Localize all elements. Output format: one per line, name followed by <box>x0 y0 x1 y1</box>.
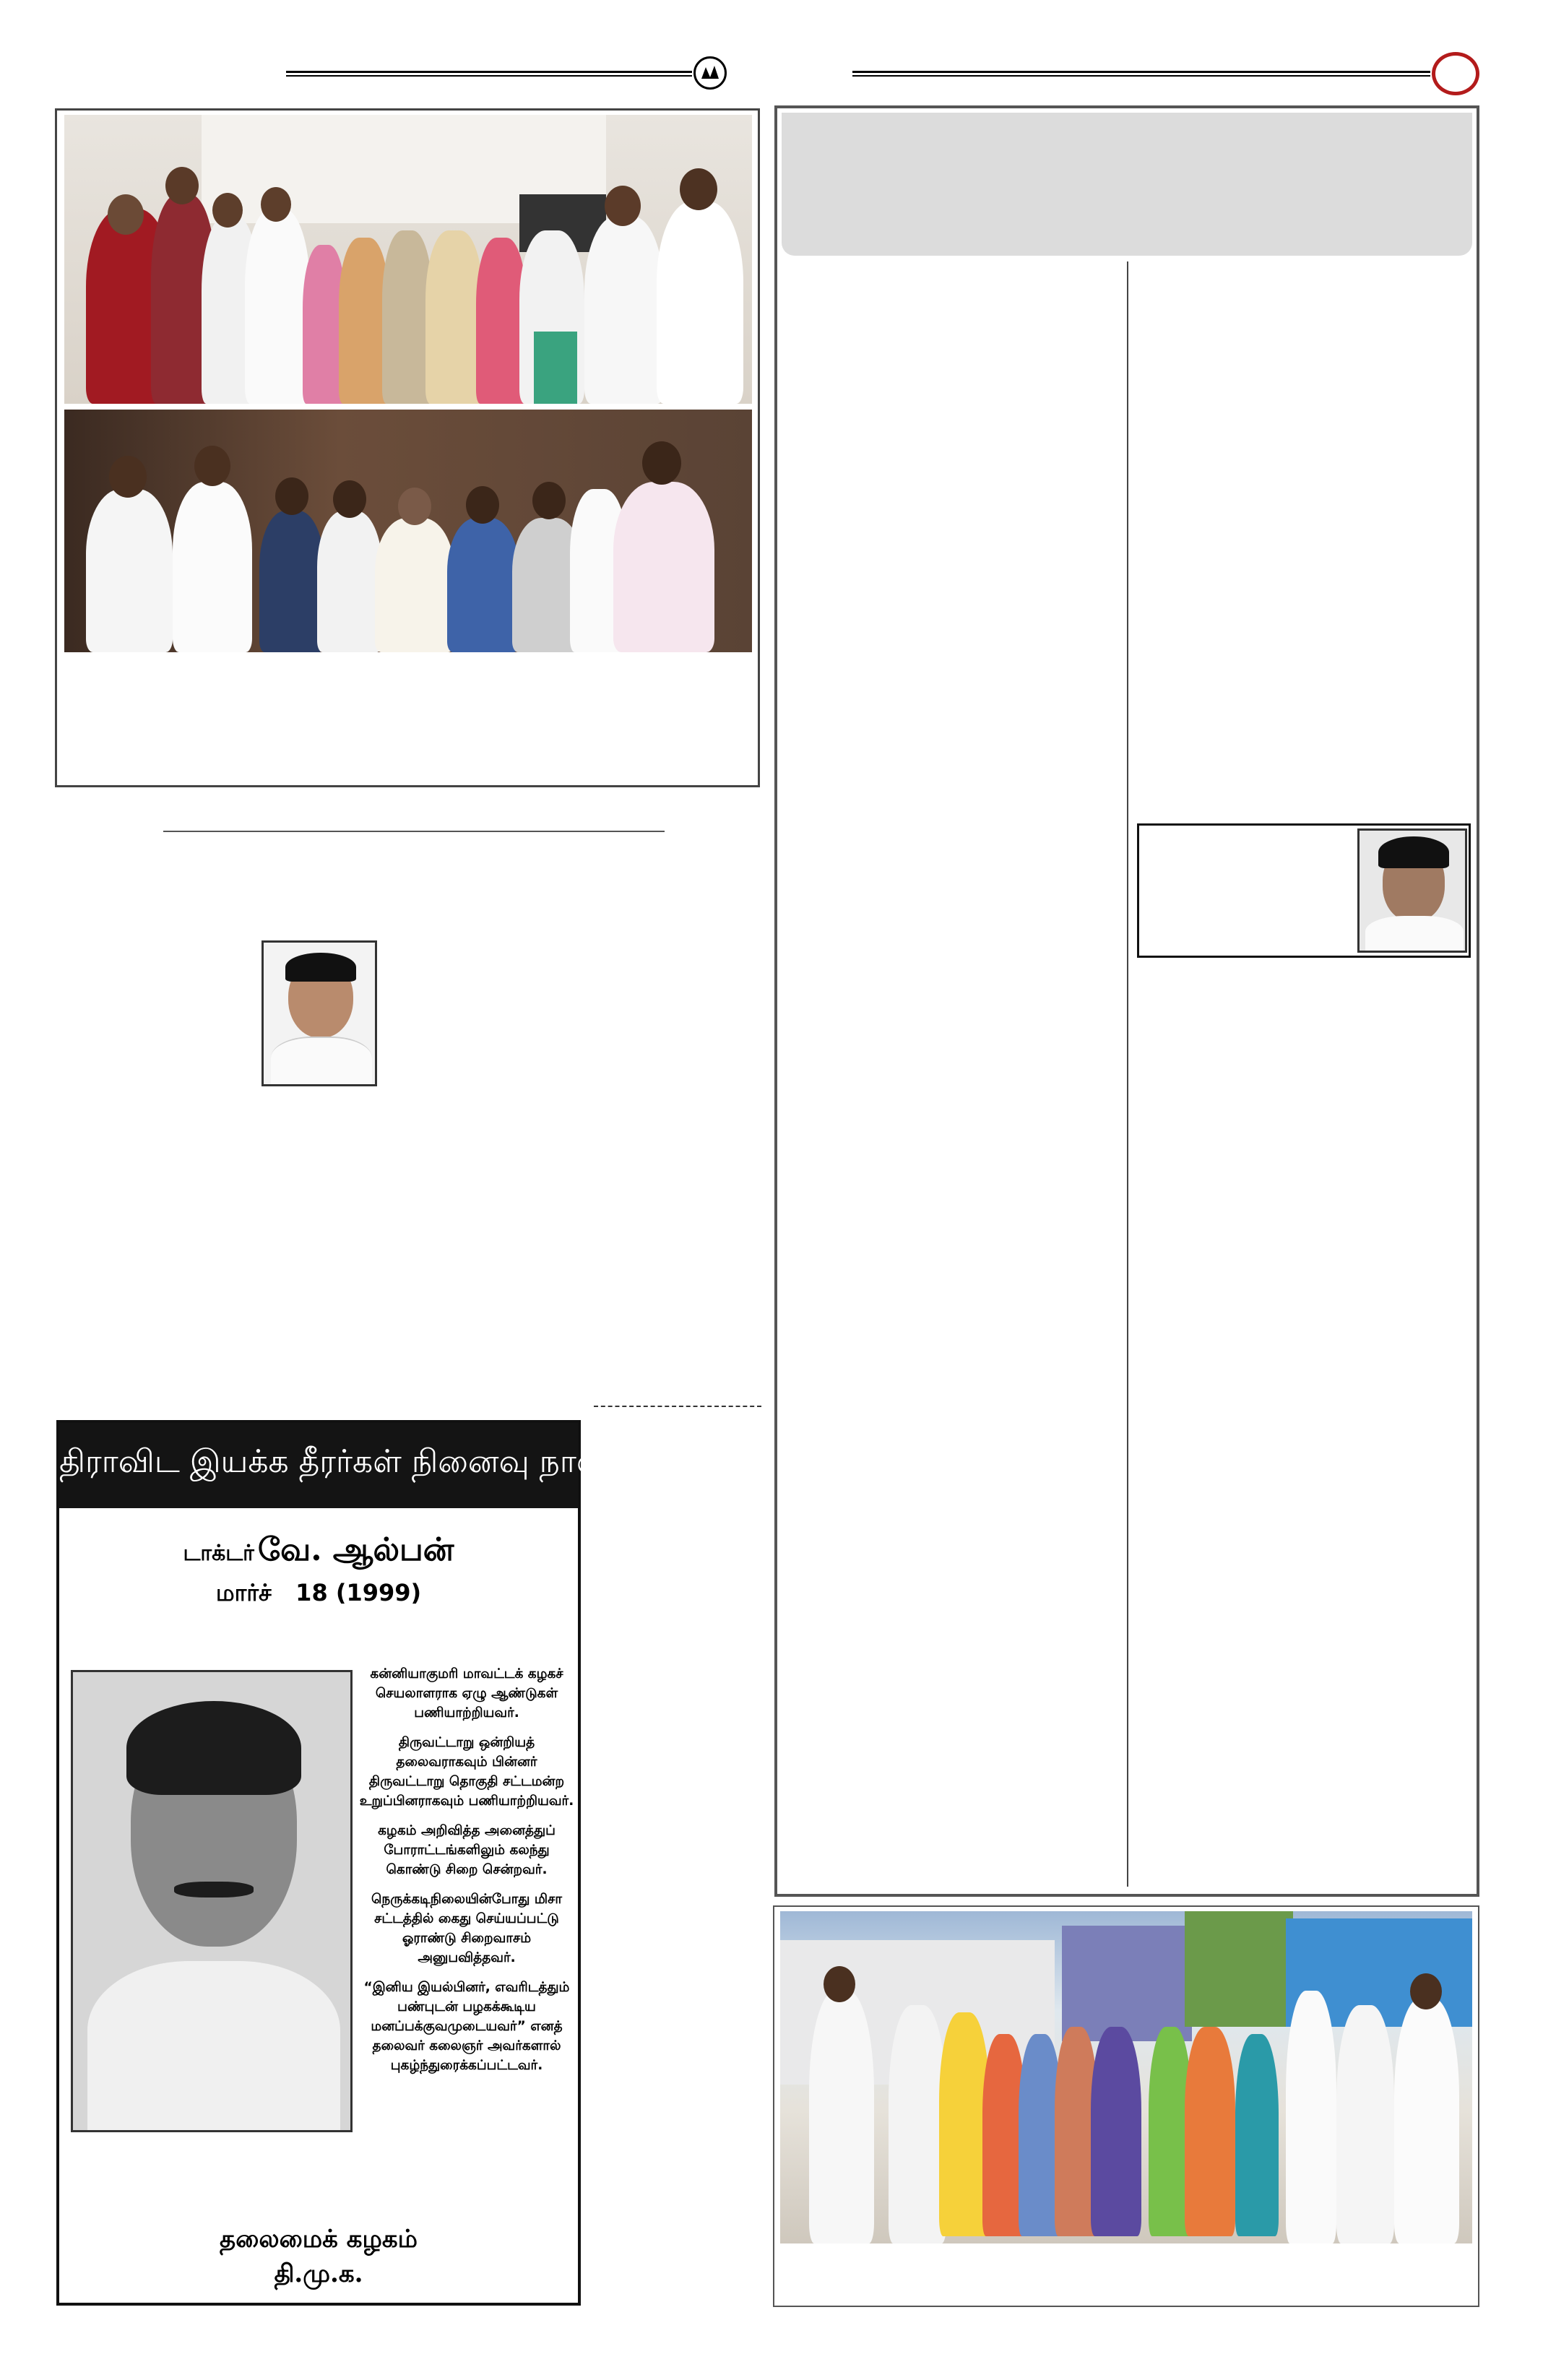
dashed-divider <box>594 1406 761 1407</box>
memorial-name-line <box>59 1531 578 1572</box>
rising-sun-emblem-icon <box>693 56 727 90</box>
memorial-bio-paragraph: நெருக்கடிநிலையின்போது மிசா சட்டத்தில் கைது செய்யப்பட்டு ஓராண்டு சிறைவாசம் அனுபவித்தவர். <box>371 1892 563 1965</box>
memorial-name-prefix: டாக்டர் <box>183 1541 254 1566</box>
group-photo-1 <box>64 115 752 404</box>
memorial-banner-title: திராவிட இயக்க தீரர்கள் நினைவு நாள் <box>59 1443 605 1480</box>
memorial-portrait <box>71 1670 353 2132</box>
welfare-distribution-photo <box>780 1911 1472 2243</box>
memorial-bio <box>358 1664 575 2075</box>
memorial-footer-line2: தி.மு.க. <box>274 2259 363 2288</box>
portrait-left-column <box>262 940 377 1086</box>
masthead-rule-left <box>286 71 692 73</box>
right-header-panel <box>782 113 1472 256</box>
column-divider <box>1127 261 1128 1887</box>
masthead-rule-right-2 <box>852 75 1430 77</box>
section-divider <box>163 831 665 832</box>
masthead-rule-left-2 <box>286 75 692 77</box>
group-photo-2 <box>64 410 752 652</box>
memorial-footer-line1: தலைமைக் கழகம் <box>220 2225 418 2254</box>
memorial-date: மார்ச் 18 (1999) <box>215 1579 422 1606</box>
masthead-rule-right <box>852 71 1430 73</box>
inset-box <box>1137 823 1471 958</box>
page-number-circle-icon <box>1432 52 1479 95</box>
right-article-frame <box>774 105 1479 1897</box>
portrait-right-inset <box>1357 828 1467 953</box>
memorial-notice <box>56 1420 605 2306</box>
memorial-bio-paragraph: கழகம் அறிவித்த அனைத்துப் போராட்டங்களிலும் கலந்து கொண்டு சிறை சென்றவர். <box>378 1823 556 1877</box>
memorial-name: வே. ஆல்பன் <box>257 1531 454 1568</box>
bottom-right-photo-box <box>773 1905 1479 2307</box>
top-left-photo-box <box>55 108 760 787</box>
memorial-bio-paragraph: கன்னியாகுமரி மாவட்டக் கழகச் செயலாளராக ஏழு ஆண்டுகள் பணியாற்றியவர். <box>370 1666 563 1721</box>
memorial-bio-paragraph: திருவட்டாறு ஒன்றியத் தலைவராகவும் பின்னர் திருவட்டாறு தொகுதி சட்டமன்ற உறுப்பினராகவும் பணியாற்றியவர். <box>359 1735 574 1809</box>
memorial-bio-paragraph: “இனிய இயல்பினர், எவரிடத்தும் பண்புடன் பழகக்கூடிய மனப்பக்குவமுடையவர்” எனத் தலைவர் கலைஞர் அவர்களால் புகழ்ந்துரைக்கப்பட்டவர். <box>363 1980 570 2073</box>
